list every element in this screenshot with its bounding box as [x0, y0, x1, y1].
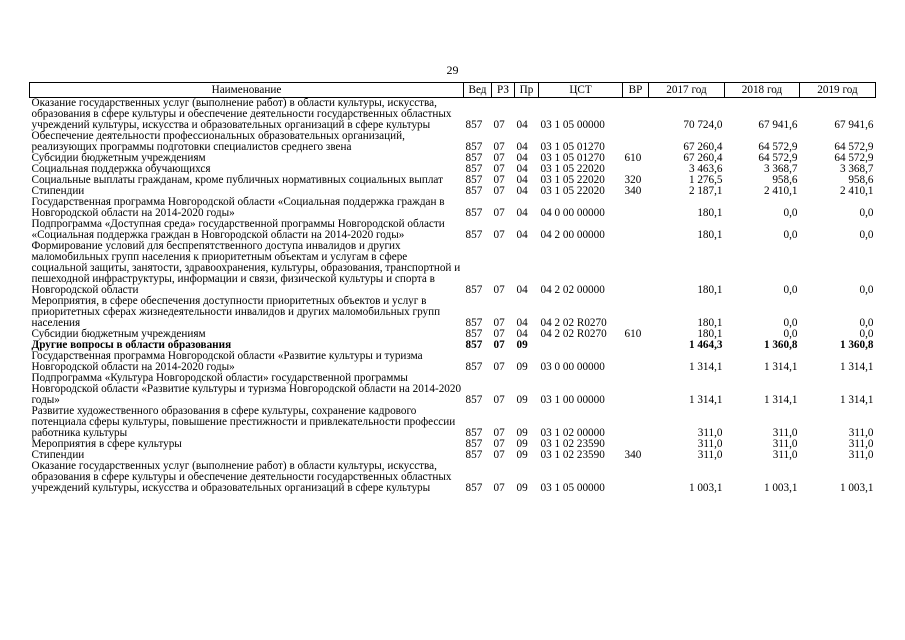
- table-row: [30, 373, 876, 406]
- cell-2018: 311,0: [772, 449, 798, 461]
- cell-cst: 03 1 02 23590: [540, 449, 605, 461]
- cell-name: Субсидии бюджетным учреждениям: [31, 328, 206, 340]
- table-header-row: [30, 83, 876, 98]
- cell-name: Другие вопросы в области образования: [31, 339, 232, 351]
- cell-name: Развитие художественного образования в сфере культуры, сохранение кадрового потенциала сферы культуры, повышение престижности и привлекательности профессии работника культуры: [31, 405, 456, 439]
- cell-ved: 857: [465, 449, 483, 461]
- table-row: [30, 219, 876, 241]
- header-name: Наименование: [30, 83, 464, 98]
- cell-vr: [623, 219, 649, 241]
- cell-ved: 857: [465, 152, 483, 164]
- cell-2017: 311,0: [697, 449, 723, 461]
- cell-name: Социальные выплаты гражданам, кроме публичных нормативных социальных выплат: [31, 174, 443, 186]
- cell-2018: 0,0: [783, 328, 798, 340]
- cell-cst: 03 1 05 22020: [540, 185, 605, 197]
- cell-2019: 958,6: [848, 174, 874, 186]
- cell-2017: 180,1: [697, 229, 723, 241]
- cell-pr: 09: [516, 449, 528, 461]
- cell-2018: 1 360,8: [763, 339, 798, 351]
- cell-rz: 07: [493, 174, 505, 186]
- header-ved: Вед: [464, 83, 492, 98]
- cell-ved: 857: [465, 317, 483, 329]
- cell-rz: 07: [493, 438, 505, 450]
- cell-2017: 311,0: [697, 438, 723, 450]
- cell-2017: 180,1: [697, 328, 723, 340]
- cell-ved: 857: [465, 163, 483, 175]
- cell-cst: 03 1 05 01270: [540, 141, 605, 153]
- cell-rz: 07: [493, 229, 505, 241]
- cell-2018: 1 314,1: [763, 361, 798, 373]
- cell-2018: 0,0: [783, 284, 798, 296]
- cell-name: Государственная программа Новгородской области «Развитие культуры и туризма Новгородской области на 2014-2020 годы»: [31, 350, 423, 373]
- cell-vr: [623, 197, 649, 219]
- cell-rz: 07: [493, 163, 505, 175]
- cell-name: Государственная программа Новгородской области «Социальная поддержка граждан в Новгородской области на 2014-2020 годы»: [31, 196, 445, 219]
- cell-2019: 0,0: [859, 207, 874, 219]
- cell-cst: 03 0 00 00000: [540, 361, 605, 373]
- cell-cst: 04 2 02 00000: [540, 284, 605, 296]
- table-row: [30, 351, 876, 373]
- cell-cst: 03 1 02 23590: [540, 438, 605, 450]
- cell-ved: 857: [465, 284, 483, 296]
- cell-pr: 04: [516, 328, 528, 340]
- cell-ved: 857: [465, 361, 483, 373]
- cell-2019: 311,0: [848, 438, 874, 450]
- cell-ved: 857: [465, 207, 483, 219]
- cell-ved: 857: [465, 394, 483, 406]
- cell-cst: 03 1 05 22020: [540, 163, 605, 175]
- cell-name: Стипендии: [31, 185, 85, 197]
- cell-pr: 04: [516, 141, 528, 153]
- cell-name: Подпрограмма «Культура Новгородской области» государственной программы Новгородской области «Развитие культуры и туризма Новгородской области на 2014-2020 годы»: [31, 372, 462, 406]
- cell-name: Формирование условий для беспрепятственного доступа инвалидов и других маломобильных групп населения к приоритетным объектам и услугам в сфере социальной защиты, занятости, здравоохранения, культуры, образования, транспортной и пешеходной инфраструктуры, информации и связи, физической культуры и спорта в Новгородской области: [31, 240, 461, 296]
- cell-2017: 1 276,5: [688, 174, 723, 186]
- cell-vr: 610: [624, 152, 642, 164]
- cell-2018: 311,0: [772, 438, 798, 450]
- cell-2018: 311,0: [772, 427, 798, 439]
- cell-pr: 09: [516, 438, 528, 450]
- cell-rz: 07: [493, 207, 505, 219]
- cell-2017: 1 003,1: [688, 482, 723, 494]
- cell-2018: 958,6: [772, 174, 798, 186]
- cell-2017: 180,1: [697, 207, 723, 219]
- cell-2018: 0,0: [783, 229, 798, 241]
- cell-2019: 0,0: [859, 317, 874, 329]
- cell-vr: 340: [624, 449, 642, 461]
- cell-vr: [623, 340, 649, 351]
- cell-2018: 1 003,1: [763, 482, 798, 494]
- cell-ved: 857: [465, 339, 483, 351]
- cell-ved: 857: [465, 438, 483, 450]
- cell-cst: 03 1 05 01270: [540, 152, 605, 164]
- cell-pr: 09: [516, 482, 528, 494]
- cell-name: Оказание государственных услуг (выполнение работ) в области культуры, искусства, образования в сфере культуры и обеспечение деятельности государственных областных учреждений культуры, искусства и образовательных организаций в сфере культуры: [31, 460, 452, 494]
- cell-cst: 03 1 05 00000: [540, 119, 605, 131]
- cell-vr: [623, 373, 649, 406]
- header-vr: ВР: [623, 83, 649, 98]
- page-number: 29: [446, 63, 459, 77]
- cell-2018: 0,0: [783, 207, 798, 219]
- cell-2019: 311,0: [848, 427, 874, 439]
- cell-rz: 07: [493, 328, 505, 340]
- cell-2017: 1 314,1: [688, 361, 723, 373]
- cell-ved: 857: [465, 141, 483, 153]
- cell-2018: 67 941,6: [758, 119, 798, 131]
- table-row: [30, 98, 876, 132]
- cell-rz: 07: [493, 152, 505, 164]
- cell-vr: 610: [624, 328, 642, 340]
- cell-rz: 07: [493, 361, 505, 373]
- cell-2019: 1 314,1: [839, 361, 874, 373]
- cell-pr: 04: [516, 163, 528, 175]
- header-rz: РЗ: [492, 83, 515, 98]
- cell-2018: 0,0: [783, 317, 798, 329]
- cell-vr: [623, 461, 649, 494]
- header-2019: 2019 год: [800, 83, 876, 98]
- cell-name: Субсидии бюджетным учреждениям: [31, 152, 206, 164]
- cell-rz: 07: [493, 284, 505, 296]
- table-row: [30, 406, 876, 439]
- cell-rz: 07: [493, 339, 505, 351]
- cell-vr: [623, 406, 649, 439]
- cell-name: Обеспечение деятельности профессиональных образовательных организаций, реализующих программы подготовки специалистов среднего звена: [31, 130, 405, 153]
- cell-cst: 04 2 02 R0270: [540, 317, 607, 329]
- cell-2017: 311,0: [697, 427, 723, 439]
- cell-2018: 1 314,1: [763, 394, 798, 406]
- cell-cst: 03 1 02 00000: [540, 427, 605, 439]
- cell-pr: 04: [516, 185, 528, 197]
- cell-name: Оказание государственных услуг (выполнение работ) в области культуры, искусства, образования в сфере культуры и обеспечение деятельности государственных областных учреждений культуры, искусства и образовательных организаций в сфере культуры: [31, 97, 452, 131]
- cell-2019: 0,0: [859, 284, 874, 296]
- cell-name: Стипендии: [31, 449, 85, 461]
- cell-2017: 180,1: [697, 317, 723, 329]
- table-row: [30, 439, 876, 450]
- cell-cst: 04 2 02 R0270: [540, 328, 607, 340]
- cell-cst: 03 1 00 00000: [540, 394, 605, 406]
- cell-2017: 1 464,3: [688, 339, 723, 351]
- cell-rz: 07: [493, 449, 505, 461]
- cell-ved: 857: [465, 229, 483, 241]
- cell-2019: 0,0: [859, 229, 874, 241]
- table-row: [30, 131, 876, 153]
- cell-name: Подпрограмма «Доступная среда» государственной программы Новгородской области «Социальная поддержка граждан в Новгородской области на 2014-2020 годы»: [31, 218, 445, 241]
- header-2018: 2018 год: [725, 83, 800, 98]
- cell-ved: 857: [465, 427, 483, 439]
- cell-2018: 64 572,9: [758, 152, 798, 164]
- cell-ved: 857: [465, 119, 483, 131]
- cell-pr: 04: [516, 119, 528, 131]
- cell-ved: 857: [465, 185, 483, 197]
- cell-pr: 04: [516, 284, 528, 296]
- cell-rz: 07: [493, 119, 505, 131]
- table-row: [30, 461, 876, 494]
- header-2017: 2017 год: [649, 83, 725, 98]
- cell-pr: 09: [516, 361, 528, 373]
- cell-pr: 04: [516, 317, 528, 329]
- header-cst: ЦСТ: [539, 83, 623, 98]
- cell-rz: 07: [493, 317, 505, 329]
- cell-2017: 2 187,1: [688, 185, 723, 197]
- cell-cst: 04 2 00 00000: [540, 229, 605, 241]
- header-pr: Пр: [515, 83, 539, 98]
- cell-pr: 04: [516, 229, 528, 241]
- cell-rz: 07: [493, 185, 505, 197]
- budget-table: [29, 82, 876, 494]
- cell-2017: 180,1: [697, 284, 723, 296]
- cell-2017: 70 724,0: [683, 119, 723, 131]
- cell-ved: 857: [465, 482, 483, 494]
- cell-rz: 07: [493, 427, 505, 439]
- cell-2019: 67 941,6: [834, 119, 874, 131]
- cell-vr: [623, 131, 649, 153]
- cell-2017: 67 260,4: [683, 141, 723, 153]
- cell-2017: 3 463,6: [688, 163, 723, 175]
- cell-pr: 04: [516, 207, 528, 219]
- cell-2019: 1 003,1: [839, 482, 874, 494]
- table-row: [30, 197, 876, 219]
- cell-rz: 07: [493, 482, 505, 494]
- cell-pr: 04: [516, 152, 528, 164]
- cell-ved: 857: [465, 328, 483, 340]
- cell-2019: 64 572,9: [834, 141, 874, 153]
- cell-2019: 2 410,1: [839, 185, 874, 197]
- cell-pr: 09: [516, 427, 528, 439]
- cell-2018: 3 368,7: [763, 163, 798, 175]
- cell-ved: 857: [465, 174, 483, 186]
- cell-rz: 07: [493, 141, 505, 153]
- cell-pr: 09: [516, 339, 528, 351]
- table-row: [30, 241, 876, 296]
- cell-2019: 311,0: [848, 449, 874, 461]
- cell-cst: 03 1 05 00000: [540, 482, 605, 494]
- table-row: [30, 175, 876, 186]
- cell-2017: 1 314,1: [688, 394, 723, 406]
- cell-2018: 64 572,9: [758, 141, 798, 153]
- cell-vr: [623, 296, 649, 329]
- cell-name: Социальная поддержка обучающихся: [31, 163, 211, 175]
- table-row: [30, 296, 876, 329]
- cell-pr: 04: [516, 174, 528, 186]
- cell-cst: 04 0 00 00000: [540, 207, 605, 219]
- table-body: [30, 98, 876, 495]
- cell-cst: [539, 340, 623, 351]
- cell-2019: 1 314,1: [839, 394, 874, 406]
- cell-name: Мероприятия в сфере культуры: [31, 438, 182, 450]
- cell-vr: [623, 98, 649, 132]
- cell-2018: 2 410,1: [763, 185, 798, 197]
- cell-2019: 3 368,7: [839, 163, 874, 175]
- cell-2019: 0,0: [859, 328, 874, 340]
- cell-vr: 340: [624, 185, 642, 197]
- cell-rz: 07: [493, 394, 505, 406]
- cell-pr: 09: [516, 394, 528, 406]
- cell-name: Мероприятия, в сфере обеспечения доступности приоритетных объектов и услуг в приоритетных сферах жизнедеятельности инвалидов и других маломобильных групп населения: [31, 295, 441, 329]
- cell-cst: 03 1 05 22020: [540, 174, 605, 186]
- cell-vr: [623, 351, 649, 373]
- cell-2019: 1 360,8: [839, 339, 874, 351]
- cell-vr: 320: [624, 174, 642, 186]
- cell-2017: 67 260,4: [683, 152, 723, 164]
- cell-2019: 64 572,9: [834, 152, 874, 164]
- cell-vr: [623, 241, 649, 296]
